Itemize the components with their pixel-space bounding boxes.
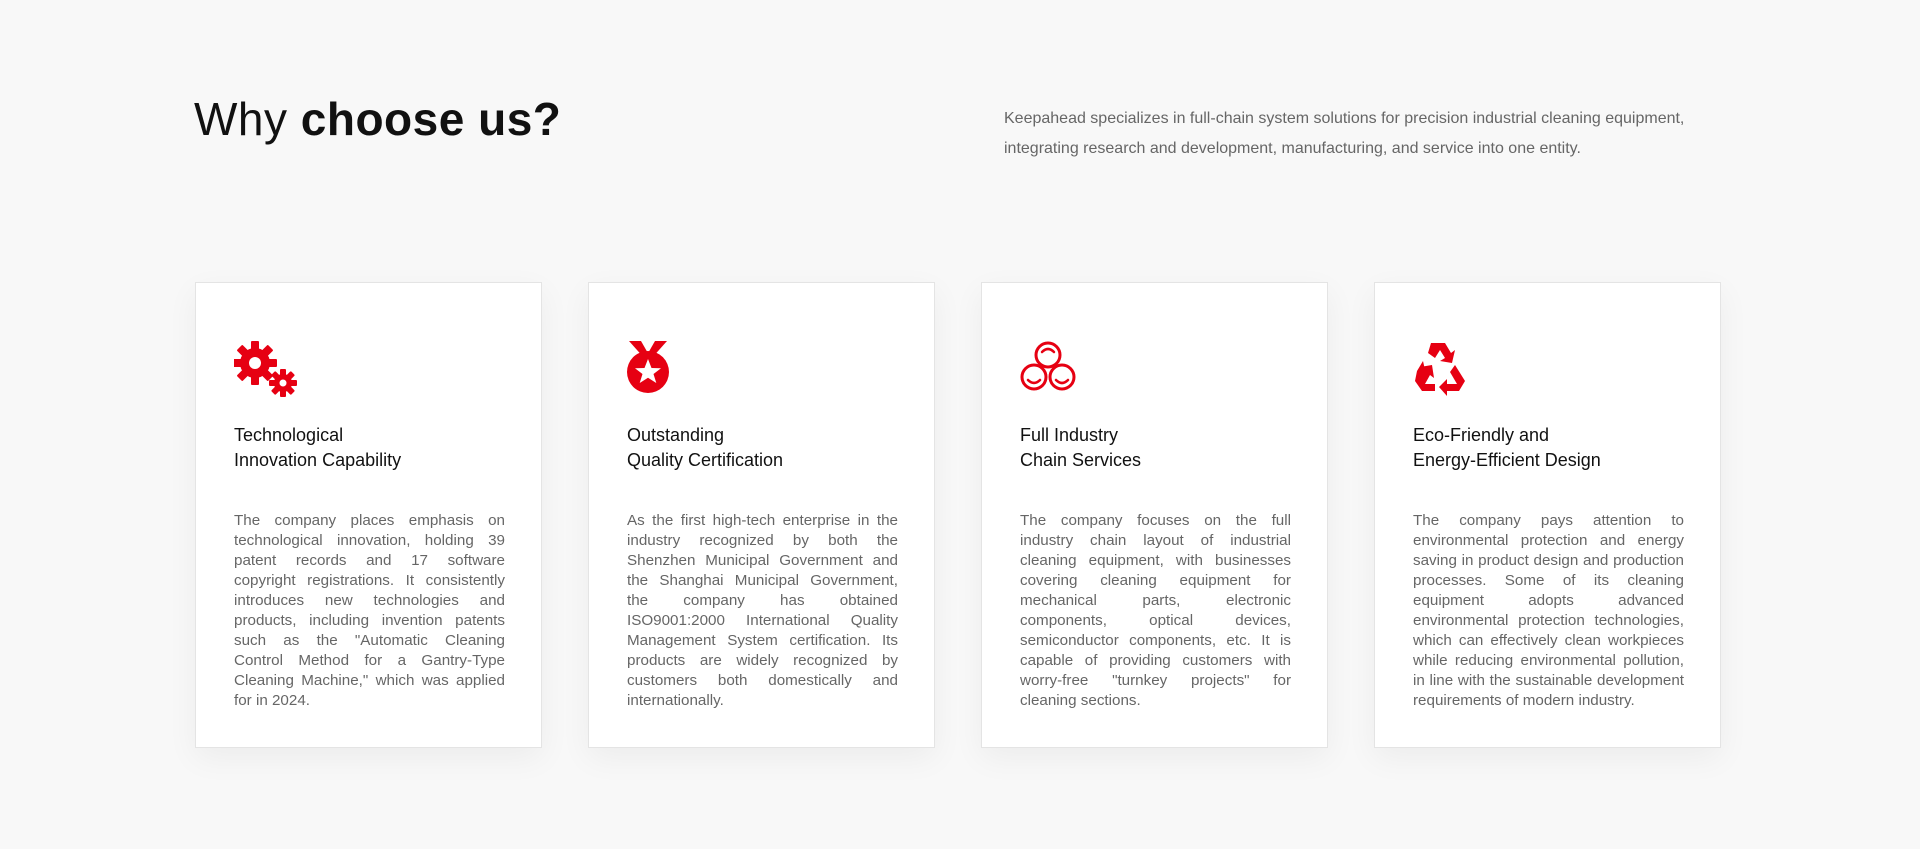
card-title-line2: Quality Certification [627,450,784,470]
card-text: As the first high-tech enterprise in the industry recognized by both the Shenzhen Municipal Government and the Shanghai Municipal Government, the company has obtained ISO9001:2000 International Quality Management System certification. Its products are widely recognized by customers both domestically and internationally. [627,512,898,709]
feature-cards [195,282,1721,748]
section-intro: Keepahead specializes in full-chain system solutions for precision industrial cleaning equipment, integrating research and development, manufacturing, and service into one entity. [1004,110,1685,157]
card-title [1413,423,1684,473]
card-title [234,423,505,473]
section-title-light: Why [194,93,288,145]
medal-icon [627,341,693,397]
card-title [627,423,898,473]
card-text: The company places emphasis on technological innovation, holding 39 patent records and 17 software copyright registrations. It consistently introduces new technologies and products, including invention patents such as the "Automatic Cleaning Control Method for a Gantry-Type Cleaning Machine," which was applied for in 2024. [234,512,505,709]
gears-icon [234,341,300,397]
card-title-line1: Technological [234,425,344,445]
card-title-line2: Innovation Capability [234,450,402,470]
card-title-line1: Full Industry [1020,425,1119,445]
card-text: The company pays attention to environmental protection and energy saving in product design and production processes. Some of its cleaning equipment adopts advanced environmental protection technologies, which can effectively clean workpieces while reducing environmental pollution, in line with the sustainable development requirements of modern industry. [1413,512,1684,709]
card-title-line2: Energy-Efficient Design [1413,450,1601,470]
card-title-line1: Outstanding [627,425,725,445]
feature-card-innovation [195,282,542,748]
feature-card-chain [981,282,1328,748]
card-title-line2: Chain Services [1020,450,1142,470]
section-title-bold: choose us? [300,93,562,145]
section-title [194,92,561,146]
card-text: The company focuses on the full industry chain layout of industrial cleaning equipment, with businesses covering cleaning equipment for mechanical parts, electronic components, optical devices, semiconductor components, etc. It is capable of providing customers with worry-free "turnkey projects" for cleaning sections. [1020,512,1291,709]
recycle-icon [1413,341,1479,397]
card-title [1020,423,1291,473]
chain-circles-icon [1020,341,1086,397]
card-title-line1: Eco-Friendly and [1413,425,1550,445]
feature-card-eco [1374,282,1721,748]
feature-card-quality [588,282,935,748]
